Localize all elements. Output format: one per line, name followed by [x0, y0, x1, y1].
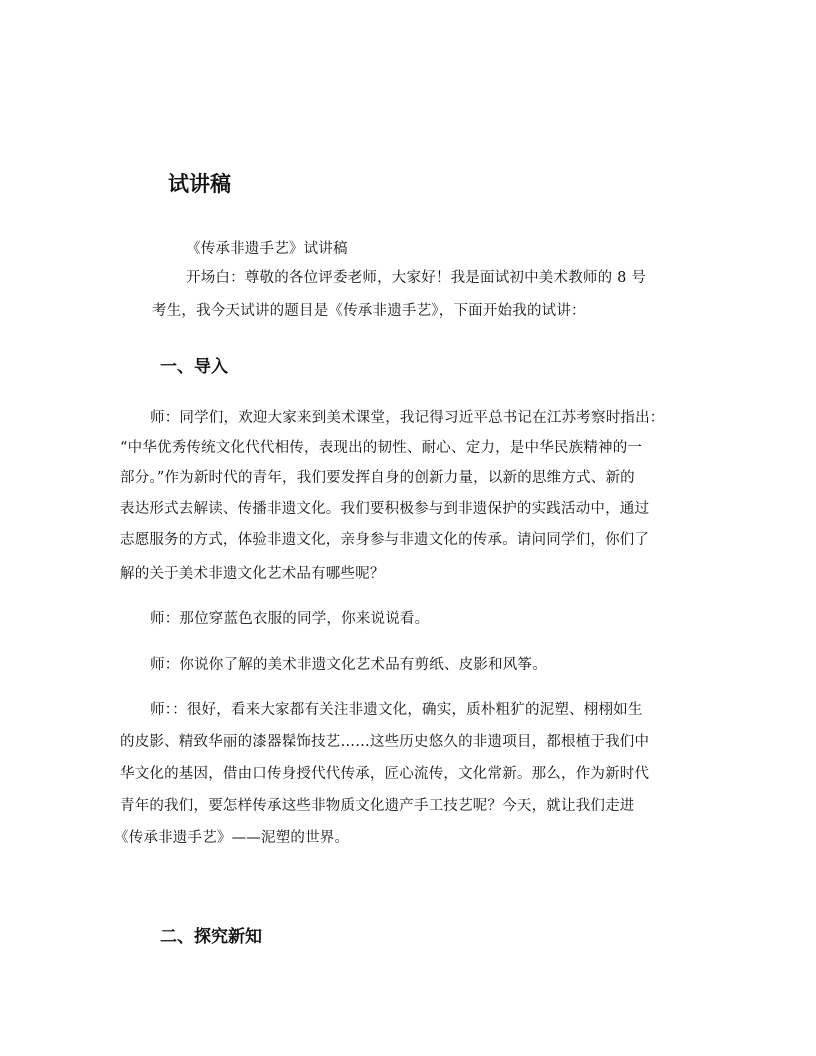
- paragraph-4-line-5: 《传承非遗手艺》——泥塑的世界。: [114, 830, 350, 846]
- opening-line-1: 开场白：尊敬的各位评委老师，大家好！我是面试初中美术教师的 8 号: [186, 270, 647, 286]
- paragraph-1-line-1: 师：同学们，欢迎大家来到美术课堂，我记得习近平总书记在江苏考察时指出：: [150, 410, 665, 426]
- paragraph-3: 师：你说你了解的美术非遗文化艺术品有剪纸、皮影和风筝。: [150, 657, 547, 673]
- paragraph-1-line-3: 部分。”作为新时代的青年，我们要发挥自身的创新力量，以新的思维方式、新的: [120, 470, 635, 486]
- opening-line-2: 考生，我今天试讲的题目是《传承非遗手艺》，下面开始我的试讲：: [152, 303, 586, 319]
- paragraph-1-line-2: “中华优秀传统文化代代相传，表现出的韧性、耐心、定力，是中华民族精神的一: [120, 440, 643, 456]
- document-title: 试讲稿: [168, 172, 231, 196]
- paragraph-1-line-5: 志愿服务的方式，体验非遗文化，亲身参与非遗文化的传承。请问同学们，你们了: [120, 532, 650, 548]
- paragraph-1-line-6: 解的关于美术非遗文化艺术品有哪些呢？: [120, 566, 385, 582]
- section-heading-explore: 二、探究新知: [160, 927, 262, 947]
- paragraph-4-line-3: 华文化的基因，借由口传身授代代传承，匠心流传，文化常新。那么，作为新时代: [120, 766, 650, 782]
- paragraph-2: 师：那位穿蓝色衣服的同学，你来说说看。: [150, 611, 430, 627]
- paragraph-4-line-1: 师：：很好，看来大家都有关注非遗文化，确实，质朴粗犷的泥塑、栩栩如生: [150, 702, 643, 718]
- paragraph-1-line-4: 表达形式去解读、传播非遗文化。我们要积极参与到非遗保护的实践活动中，通过: [120, 501, 650, 517]
- section-heading-intro: 一、导入: [160, 357, 228, 377]
- paragraph-4-line-4: 青年的我们，要怎样传承这些非物质文化遗产手工技艺呢？今天，就让我们走进: [120, 798, 635, 814]
- lecture-subtitle: 《传承非遗手艺》试讲稿: [186, 241, 348, 257]
- paragraph-4-line-2: 的皮影、精致华丽的漆器髹饰技艺……这些历史悠久的非遗项目，都根植于我们中: [120, 734, 650, 750]
